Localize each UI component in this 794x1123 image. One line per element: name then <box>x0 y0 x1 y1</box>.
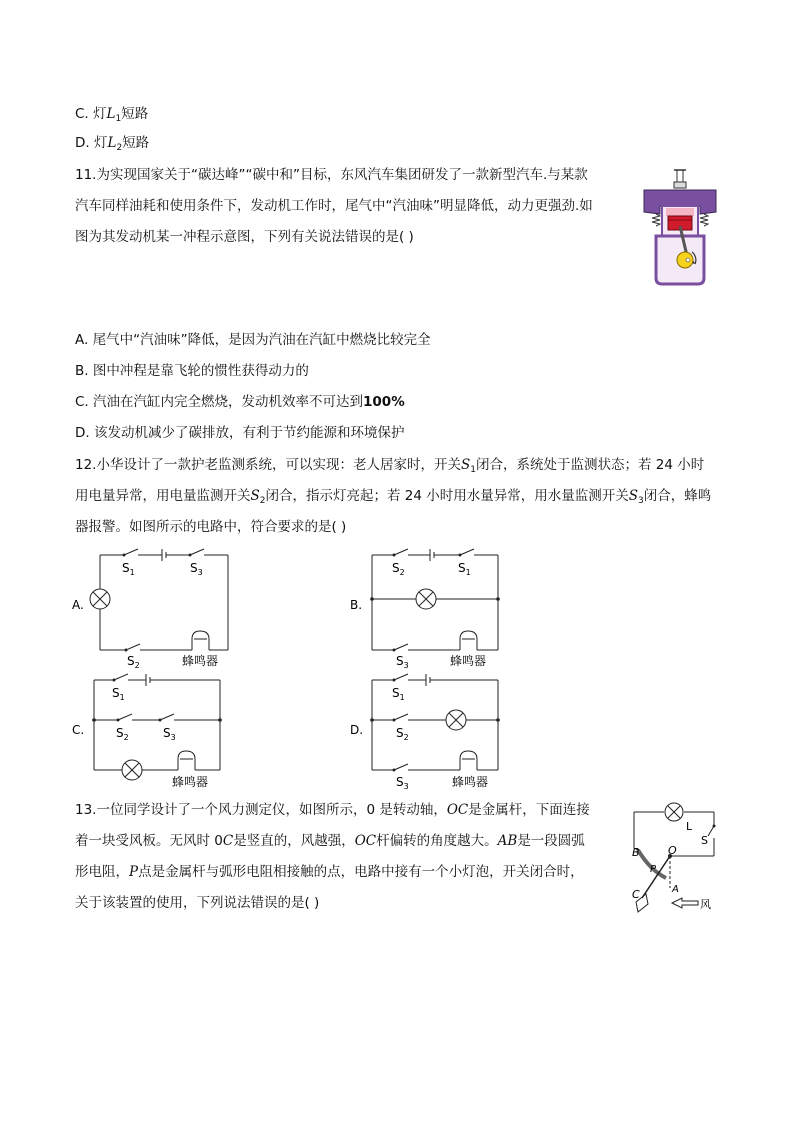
q13-stem-line1: 13.一位同学设计了一个风力测定仪，如图所示，0 是转动轴，OC是金属杆，下面连接 <box>75 802 590 818</box>
wind-label-a: A <box>672 884 679 895</box>
circuit-b-s3: $S_3$ <box>396 654 409 670</box>
wind-label-c: C <box>632 888 640 901</box>
q12-stem-line1: 12.小华设计了一款护老监测系统，可以实现：老人居家时，开关$S_1$闭合，系统处于监测状态；若 24 小时 <box>75 457 705 475</box>
circuit-b-label: B. <box>350 598 363 612</box>
engine-stroke-figure <box>640 168 720 286</box>
circuit-b-buzzer-label: 蜂鸣器 <box>450 654 487 668</box>
q12-stem-line3: 器报警。如图所示的电路中，符合要求的是( ) <box>75 519 347 535</box>
q11-stem-line1: 11.为实现国家关于“碳达峰”“碳中和”目标，东风汽车集团研发了一款新型汽车.与某款 <box>75 167 588 183</box>
q11-option-c: C. 汽油在汽缸内完全燃烧，发动机效率不可达到100% <box>75 394 405 410</box>
q11-option-a: A. 尾气中“汽油味”降低，是因为汽油在汽缸中燃烧比较完全 <box>75 332 431 348</box>
circuit-a <box>70 545 250 670</box>
circuit-a-buzzer-icon <box>192 631 209 650</box>
wind-arrow-icon <box>672 898 698 908</box>
q10-option-c: C. 灯$L_1$短路 <box>75 106 149 124</box>
circuit-a-s1: $S_1$ <box>122 561 135 577</box>
circuit-c-s2: $S_2$ <box>116 726 129 742</box>
crank-wheel-icon <box>677 252 693 268</box>
circuit-b-buzzer-icon <box>460 631 477 650</box>
circuit-a-label: A. <box>72 598 84 612</box>
q11-stem-line2: 汽车同样油耗和使用条件下，发动机工作时，尾气中“汽油味”明显降低，动力更强劲.如 <box>75 198 593 214</box>
circuit-a-s2: $S_2$ <box>127 654 140 670</box>
circuit-d-s1: $S_1$ <box>392 686 405 702</box>
wind-label-wind: 风 <box>700 898 711 911</box>
circuit-a-s3: $S_3$ <box>190 561 203 577</box>
wind-label-s: S <box>701 834 708 847</box>
circuit-c-label: C. <box>72 723 85 737</box>
wind-meter-figure <box>628 798 723 918</box>
circuit-d-s3: $S_3$ <box>396 775 409 791</box>
q10-option-d: D. 灯$L_2$短路 <box>75 135 150 153</box>
circuit-c-buzzer-icon <box>178 751 195 770</box>
circuit-b-s2: $S_2$ <box>392 561 405 577</box>
circuit-c-buzzer-label: 蜂鸣器 <box>172 775 209 789</box>
q12-stem-line2: 用电量异常，用电量监测开关$S_2$闭合，指示灯亮起；若 24 小时用水量异常，用水量监测开关$S_3$闭合，蜂鸣 <box>75 488 712 506</box>
circuit-b <box>350 545 525 670</box>
circuit-d-buzzer-label: 蜂鸣器 <box>452 775 489 789</box>
wind-label-b: B <box>632 846 640 859</box>
circuit-b-s1: $S_1$ <box>458 561 471 577</box>
circuit-d <box>350 670 525 795</box>
circuit-c-s3: $S_3$ <box>163 726 176 742</box>
circuit-a-buzzer-label: 蜂鸣器 <box>182 654 219 668</box>
wind-label-o: O <box>668 844 677 857</box>
q11-option-b: B. 图中冲程是靠飞轮的惯性获得动力的 <box>75 363 309 379</box>
circuit-c-s1: $S_1$ <box>112 686 125 702</box>
q11-stem-line3: 图为其发动机某一冲程示意图，下列有关说法错误的是( ) <box>75 229 414 245</box>
q11-option-d: D. 该发动机减少了碳排放，有利于节约能源和环境保护 <box>75 425 405 441</box>
circuit-d-buzzer-icon <box>460 751 477 770</box>
wind-label-l: L <box>686 820 693 833</box>
q13-stem-line3: 形电阻，P点是金属杆与弧形电阻相接触的点，电路中接有一个小灯泡，开关闭合时， <box>75 864 584 880</box>
circuit-c <box>70 670 245 795</box>
circuit-d-s2: $S_2$ <box>396 726 409 742</box>
circuit-d-label: D. <box>350 723 364 737</box>
q13-stem-line4: 关于该装置的使用，下列说法错误的是( ) <box>75 895 320 911</box>
q13-stem-line2: 着一块受风板。无风时 0C是竖直的，风越强，OC杆偏转的角度越大。AB是一段圆弧 <box>75 833 585 849</box>
wind-label-p: P <box>650 864 657 875</box>
